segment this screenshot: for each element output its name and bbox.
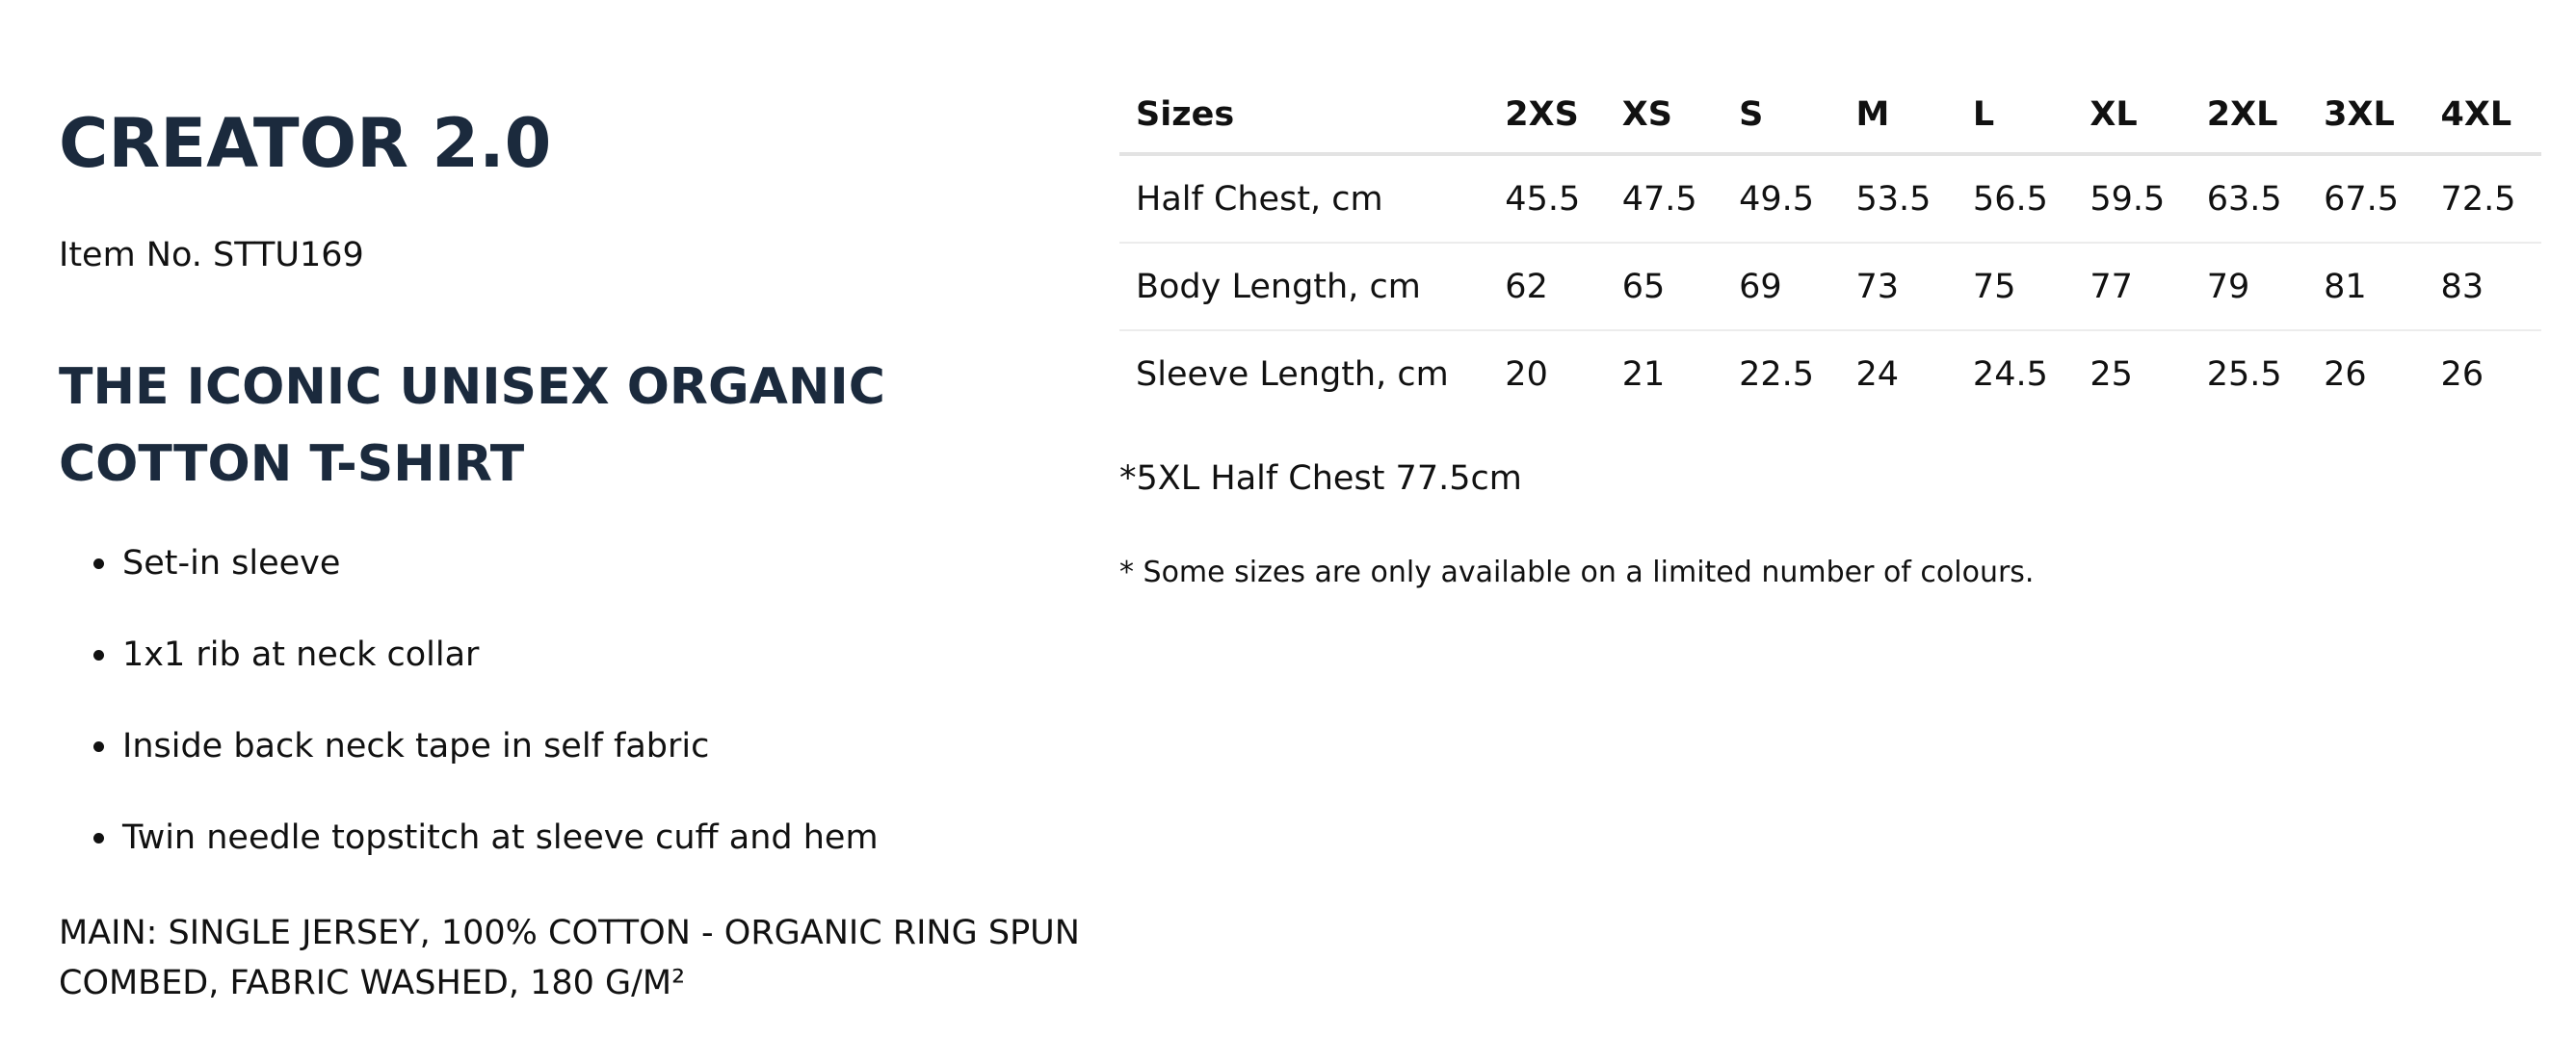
table-cell: 75 xyxy=(1957,243,2073,330)
bullet-icon xyxy=(93,650,104,661)
bullet-icon xyxy=(93,741,104,752)
table-cell: 69 xyxy=(1722,243,1839,330)
table-cell: 63.5 xyxy=(2191,154,2307,243)
table-cell: 73 xyxy=(1840,243,1957,330)
feature-text: 1x1 rib at neck collar xyxy=(122,636,480,674)
product-tagline xyxy=(59,349,1022,503)
table-cell: 25.5 xyxy=(2206,354,2282,394)
product-title: CREATOR 2.0 xyxy=(59,104,552,183)
note-5xl-half-chest: *5XL Half Chest 77.5cm xyxy=(1119,459,1522,498)
bullet-icon xyxy=(93,558,104,569)
header-size: 2XS xyxy=(1488,77,1605,154)
note-limited-colours: * Some sizes are only available on a limited number of colours. xyxy=(1119,556,2035,589)
header-size: 4XL xyxy=(2425,77,2541,154)
table-cell: 67.5 xyxy=(2307,154,2424,243)
row-label: Sleeve Length, cm xyxy=(1136,354,1449,394)
table-cell: 25 xyxy=(2090,354,2133,394)
table-cell: 26 xyxy=(2324,354,2367,394)
header-sizes: Sizes xyxy=(1119,77,1488,154)
table-row xyxy=(1119,154,2541,243)
header-size: S xyxy=(1722,77,1839,154)
table-cell: 45.5 xyxy=(1488,154,1605,243)
table-cell: 59.5 xyxy=(2073,154,2190,243)
table-cell: 56.5 xyxy=(1957,154,2073,243)
header-size: XS xyxy=(1606,77,1722,154)
row-label: Half Chest, cm xyxy=(1119,154,1488,243)
header-size: L xyxy=(1957,77,2073,154)
table-cell: 83 xyxy=(2425,243,2541,330)
table-cell: 47.5 xyxy=(1606,154,1722,243)
feature-item xyxy=(59,631,879,722)
feature-item xyxy=(59,722,879,814)
header-size: 3XL xyxy=(2307,77,2424,154)
item-number: Item No. STTU169 xyxy=(59,236,364,274)
feature-text: Set-in sleeve xyxy=(122,544,341,583)
table-cell: 24 xyxy=(1855,354,1900,394)
header-size: 2XL xyxy=(2191,77,2307,154)
tagline-line-2: COTTON T-SHIRT xyxy=(59,435,525,493)
table-cell: 20 xyxy=(1505,354,1548,394)
table-cell: 62 xyxy=(1488,243,1605,330)
tagline-line-1: THE ICONIC UNISEX ORGANIC xyxy=(59,358,885,416)
table-cell: 65 xyxy=(1606,243,1722,330)
size-chart-table xyxy=(1119,77,2541,417)
material-line-1: MAIN: SINGLE JERSEY, 100% COTTON - ORGANIC RING SPUN xyxy=(59,914,1080,952)
table-cell: 77 xyxy=(2073,243,2190,330)
table-cell: 72.5 xyxy=(2425,154,2541,243)
table-cell: 21 xyxy=(1621,354,1666,394)
feature-item xyxy=(59,539,879,631)
table-cell: 24.5 xyxy=(1972,354,2048,394)
table-cell: 49.5 xyxy=(1722,154,1839,243)
feature-list xyxy=(59,539,879,905)
table-cell: 22.5 xyxy=(1739,354,1815,394)
header-size: M xyxy=(1840,77,1957,154)
table-cell: 81 xyxy=(2307,243,2424,330)
feature-item xyxy=(59,814,879,905)
bullet-icon xyxy=(93,833,104,843)
table-row xyxy=(1119,243,2541,330)
material-composition xyxy=(59,908,1080,1008)
table-cell: 79 xyxy=(2191,243,2307,330)
table-header-row xyxy=(1119,77,2541,154)
table-cell: 26 xyxy=(2440,354,2484,394)
row-label: Body Length, cm xyxy=(1119,243,1488,330)
feature-text: Inside back neck tape in self fabric xyxy=(122,727,710,766)
table-cell: 53.5 xyxy=(1840,154,1957,243)
material-line-2: COMBED, FABRIC WASHED, 180 G/M² xyxy=(59,964,686,1002)
table-row xyxy=(1119,330,2541,417)
header-size: XL xyxy=(2073,77,2190,154)
feature-text: Twin needle topstitch at sleeve cuff and hem xyxy=(122,818,879,857)
